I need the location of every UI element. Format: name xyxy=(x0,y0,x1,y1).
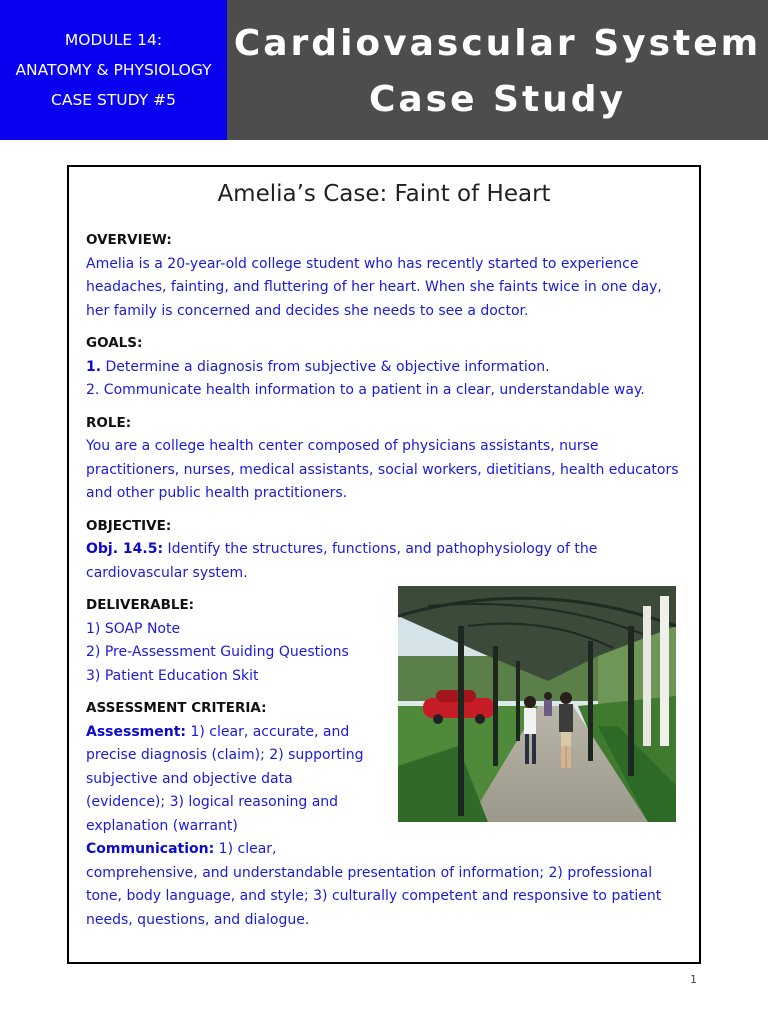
case-study-number: CASE STUDY #5 xyxy=(51,91,176,109)
goal-1-text: Determine a diagnosis from subjective & objective information. xyxy=(101,358,550,375)
case-card xyxy=(67,165,701,964)
communication-criteria xyxy=(86,838,686,932)
module-label-box xyxy=(0,0,227,140)
case-title: Amelia’s Case: Faint of Heart xyxy=(217,181,551,207)
goal-1-number: 1. xyxy=(86,358,102,375)
deliverable-item: 2) Pre-Assessment Guiding Questions xyxy=(86,644,349,660)
deliverable-item: 1) SOAP Note xyxy=(86,620,181,637)
objective-text: Identify the structures, functions, and pathophysiology of the cardiovascular system. xyxy=(86,541,598,581)
communication-text-a: 1) clear, xyxy=(214,841,277,857)
module-subject: ANATOMY & PHYSIOLOGY xyxy=(15,61,212,79)
goals-section xyxy=(86,332,686,403)
case-content xyxy=(86,229,686,932)
overview-section xyxy=(86,229,686,323)
objective-section xyxy=(86,515,686,586)
document-title-line2: Case Study xyxy=(368,79,627,120)
title-box xyxy=(227,0,768,140)
communication-text-b: comprehensive, and understandable presentation of information; 2) professional tone, body language, and style; 3) culturally competent and responsive to patient needs, questions, and dialogue. xyxy=(86,864,662,928)
objective-line xyxy=(86,538,616,585)
role-heading: ROLE: xyxy=(86,414,132,431)
deliverable-section xyxy=(86,594,386,688)
goal-2: 2. Communicate health information to a patient in a clear, understandable way. xyxy=(86,382,645,398)
role-text: You are a college health center composed of physicians assistants, nurse practitioners, nurses, medical assistants, social workers, dietitians, health educators and other public health practitioners. xyxy=(86,438,679,501)
overview-text: Amelia is a 20-year-old college student who has recently started to experience headaches, fainting, and fluttering of her heart. When she faints twice in one day, her family is concerned and decides she needs to see a doctor. xyxy=(86,255,662,319)
assessment-criteria xyxy=(86,721,376,839)
communication-label: Communication: xyxy=(86,841,215,857)
role-section xyxy=(86,412,686,506)
walkway-photo-icon xyxy=(398,586,676,822)
assessment-text: 1) clear, accurate, and precise diagnosis (claim); 2) supporting subjective and objective data (evidence); 3) logical reasoning and explanation (warrant) xyxy=(86,723,364,834)
overview-heading: OVERVIEW: xyxy=(86,232,172,248)
objective-heading: OBJECTIVE: xyxy=(86,517,172,534)
page-number: 1 xyxy=(690,973,697,986)
assessment-label: Assessment: xyxy=(86,723,187,740)
criteria-heading: ASSESSMENT CRITERIA: xyxy=(86,700,267,716)
module-number: MODULE 14: xyxy=(64,31,163,49)
covered-walkway-photo xyxy=(398,586,676,822)
objective-label: Obj. 14.5: xyxy=(86,541,164,557)
document-title-line1: Cardiovascular System xyxy=(233,23,762,64)
deliverable-item: 3) Patient Education Skit xyxy=(86,667,259,684)
page-header xyxy=(0,0,768,140)
goals-heading: GOALS: xyxy=(86,335,143,351)
goal-1 xyxy=(86,356,686,380)
deliverable-heading: DELIVERABLE: xyxy=(86,597,195,613)
